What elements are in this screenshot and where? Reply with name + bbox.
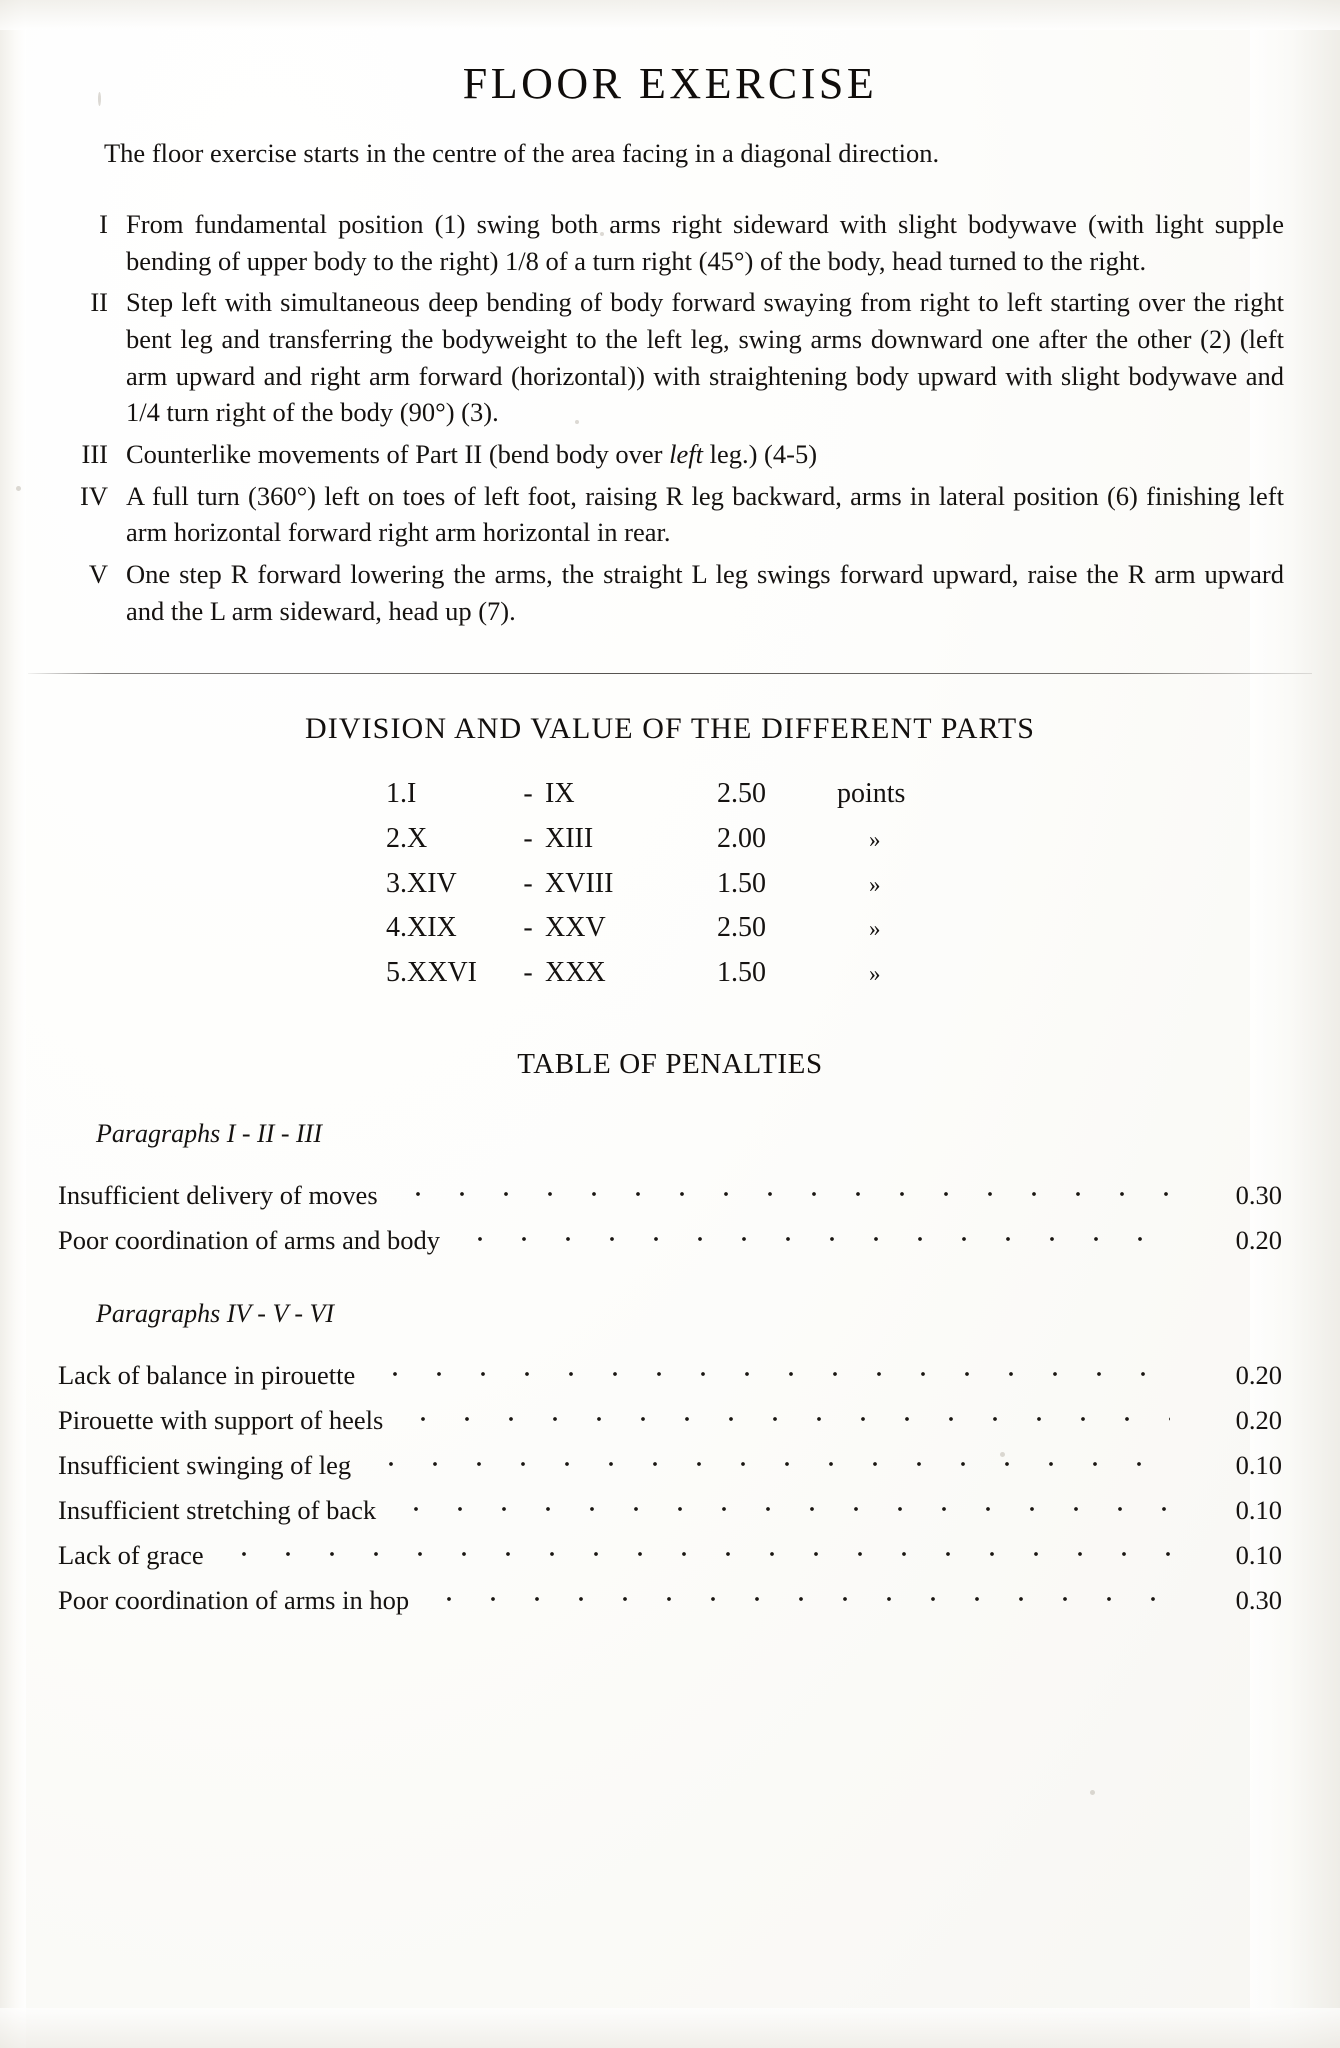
exercise-parts-list: [58, 206, 1284, 630]
division-index: 5.: [386, 956, 407, 988]
part-numeral: IV: [80, 480, 108, 511]
penalty-row: [58, 1216, 1282, 1261]
dot-leader: [369, 1448, 1170, 1475]
page-title: FLOOR EXERCISE: [462, 59, 878, 108]
penalty-row: [58, 1576, 1282, 1621]
page-edge-shading-bottom: [0, 2008, 1340, 2048]
table-row: [341, 906, 999, 951]
dot-leader: [401, 1403, 1170, 1430]
scan-speck: [1090, 1790, 1095, 1795]
division-dash: -: [523, 912, 533, 944]
part-numeral: III: [81, 438, 108, 469]
division-value: 2.50: [717, 778, 766, 810]
penalty-row: [58, 1441, 1282, 1486]
part-text: A full turn (360°) left on toes of left foot, raising R leg backward, arms in lateral position (6) finishing left arm horizontal forward right arm horizontal in rear.: [126, 480, 1284, 548]
division-value: 2.00: [717, 823, 766, 855]
penalty-value: 0.10: [1235, 1540, 1282, 1571]
exercise-part: [58, 436, 1284, 473]
division-unit: »: [869, 960, 881, 986]
penalty-label: Pirouette with support of heels: [58, 1405, 384, 1436]
section-divider-rule: [28, 673, 1312, 674]
dot-leader: [458, 1223, 1170, 1250]
penalty-label: Insufficient swinging of leg: [58, 1450, 352, 1481]
penalty-row: [58, 1531, 1282, 1576]
exercise-part: [58, 284, 1284, 431]
part-text-emphasis: left: [669, 438, 703, 469]
division-index: 3.: [386, 867, 407, 899]
table-row: [341, 817, 999, 862]
penalty-label: Insufficient stretching of back: [58, 1495, 377, 1526]
division-unit: »: [869, 916, 881, 942]
division-from: I: [407, 778, 417, 810]
division-dash: -: [523, 956, 533, 988]
penalty-label: Lack of grace: [58, 1540, 204, 1571]
exercise-part: [58, 478, 1284, 551]
division-section-heading: DIVISION AND VALUE OF THE DIFFERENT PARTS: [304, 712, 1036, 746]
penalties-section-heading: TABLE OF PENALTIES: [517, 1047, 823, 1080]
division-unit: »: [869, 827, 881, 853]
division-value: 1.50: [717, 956, 766, 988]
penalty-label: Poor coordination of arms in hop: [58, 1585, 410, 1616]
part-text: From fundamental position (1) swing both arms right sideward with slight bodywave (with light supple bending of upper body to the right) 1/8 of a turn right (45°) of the body, head turned to the right.: [126, 208, 1284, 276]
part-text: One step R forward lowering the arms, the straight L leg swings forward upward, raise the R arm upward and the L arm sideward, head up (7).: [126, 559, 1284, 626]
penalty-label: Insufficient delivery of moves: [58, 1180, 378, 1211]
penalty-value: 0.30: [1235, 1585, 1282, 1616]
part-numeral: II: [90, 287, 108, 318]
penalty-value: 0.10: [1235, 1495, 1282, 1526]
division-index: 4.: [386, 912, 407, 944]
penalty-row: [58, 1396, 1282, 1441]
division-unit: points: [837, 778, 906, 810]
table-row: [341, 951, 999, 996]
division-dash: -: [523, 867, 533, 899]
penalty-row: [58, 1486, 1282, 1531]
exercise-part: [58, 556, 1284, 629]
division-index: 2.: [386, 823, 407, 855]
division-from: XXVI: [407, 956, 477, 988]
division-to: XXX: [545, 956, 606, 988]
penalty-group-title: Paragraphs IV - V - VI: [96, 1298, 335, 1328]
penalty-group-list: [58, 1351, 1282, 1621]
penalty-row: [58, 1351, 1282, 1396]
division-dash: -: [523, 823, 533, 855]
division-unit: »: [869, 871, 881, 897]
division-from: XIX: [407, 912, 457, 944]
dot-leader: [394, 1493, 1170, 1520]
division-value: 1.50: [717, 867, 766, 899]
part-text: [126, 436, 1284, 473]
dot-leader: [373, 1358, 1170, 1385]
intro-paragraph: The floor exercise starts in the centre of the area facing in a diagonal direction.: [104, 138, 940, 168]
part-text-segment: Counterlike movements of Part II (bend body over: [126, 438, 670, 469]
penalty-value: 0.10: [1235, 1450, 1282, 1481]
part-numeral: I: [99, 208, 108, 239]
division-dash: -: [523, 778, 533, 810]
penalty-value: 0.20: [1235, 1360, 1282, 1391]
table-row: [341, 772, 999, 817]
penalty-value: 0.20: [1235, 1225, 1282, 1256]
dot-leader: [427, 1583, 1170, 1610]
division-from: X: [407, 823, 428, 855]
division-value: 2.50: [717, 912, 766, 944]
part-text-segment: leg.) (4-5): [702, 438, 818, 469]
penalty-label: Lack of balance in pirouette: [58, 1360, 356, 1391]
penalty-label: Poor coordination of arms and body: [58, 1225, 440, 1256]
table-row: [341, 862, 999, 907]
penalty-row: [58, 1171, 1282, 1216]
division-to: XXV: [545, 912, 606, 944]
division-index: 1.: [386, 778, 407, 810]
division-to: XVIII: [545, 867, 614, 899]
division-to: IX: [545, 778, 575, 810]
penalty-value: 0.30: [1235, 1180, 1282, 1211]
exercise-part: [58, 206, 1284, 279]
penalty-group-title: Paragraphs I - II - III: [96, 1118, 323, 1148]
penalty-group-list: [58, 1171, 1282, 1261]
division-to: XIII: [545, 823, 594, 855]
part-numeral: V: [88, 559, 108, 590]
penalty-value: 0.20: [1235, 1405, 1282, 1436]
dot-leader: [222, 1538, 1170, 1565]
dot-leader: [396, 1178, 1170, 1205]
part-text: Step left with simultaneous deep bending of body forward swaying from right to left starting over the right bent leg and transferring the bodyweight to the left leg, swing arms downward one after the other (2) (left arm upward and right arm forward (horizontal)) with straightening body upward with slight bodywave and 1/4 turn right of the body (90°) (3).: [126, 287, 1284, 428]
division-from: XIV: [407, 867, 457, 899]
division-value-table: [341, 772, 999, 995]
